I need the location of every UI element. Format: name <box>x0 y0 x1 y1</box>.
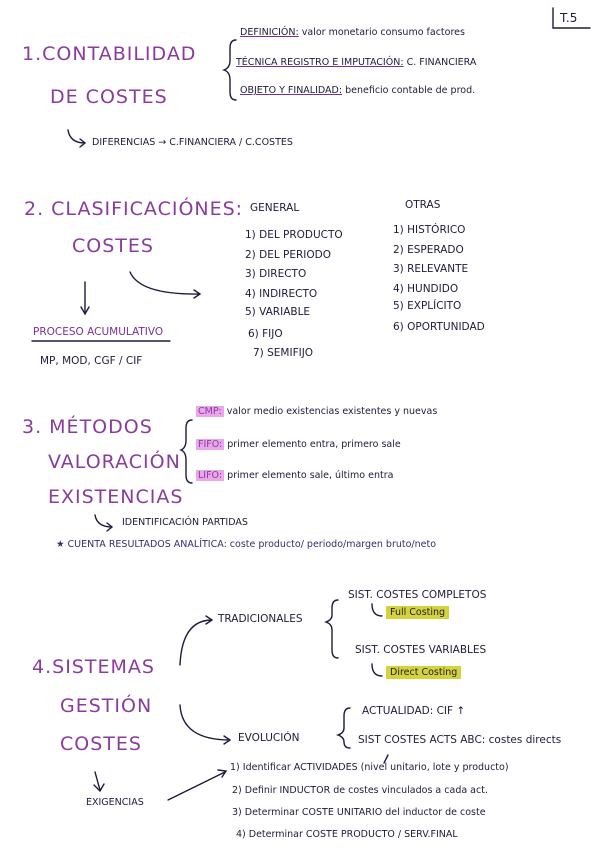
definicion-text: valor monetario consumo factores <box>301 27 465 38</box>
lifo-label: LIFO: <box>198 470 223 481</box>
s3-title-line3: EXISTENCIAS <box>48 486 184 508</box>
hook-direct <box>372 664 382 676</box>
arrow-s3-ident <box>95 515 112 531</box>
sist-costes-variables: SIST. COSTES VARIABLES <box>355 644 487 656</box>
fifo-text: primer elemento entra, primero sale <box>227 439 401 450</box>
hook-full <box>372 604 382 616</box>
s3-title-line2: VALORACIÓN <box>48 451 181 473</box>
arrow-exigencias <box>95 772 100 790</box>
otras-item-6: 6) OPORTUNIDAD <box>393 321 485 333</box>
exigencia-step-3: 3) Determinar COSTE UNITARIO del inductor de coste <box>232 807 486 818</box>
proceso-items: MP, MOD, CGF / CIF <box>40 355 143 367</box>
s3-title-line1: 3. MÉTODOS <box>22 416 153 438</box>
s2-title-line2: COSTES <box>72 235 154 257</box>
s1-objeto-row <box>240 86 475 96</box>
evolucion: EVOLUCIÓN <box>238 732 300 744</box>
sist-costes-completos: SIST. COSTES COMPLETOS <box>348 589 487 601</box>
cmp-label: CMP: <box>198 406 222 417</box>
brace-s1 <box>224 40 236 100</box>
otras-item-2: 2) ESPERADO <box>393 244 464 256</box>
general-item-2: 2) DEL PERIODO <box>245 249 331 261</box>
full-costing <box>386 608 449 618</box>
s3-lifo-row <box>196 471 393 481</box>
objeto-text: beneficio contable de prod. <box>345 85 476 96</box>
page-tag: T.5 <box>560 11 578 25</box>
otras-item-4: 4) HUNDIDO <box>393 283 459 295</box>
s1-tecnica-row <box>236 58 476 68</box>
otras-header: OTRAS <box>405 199 441 211</box>
s1-definicion-row <box>240 28 465 38</box>
exigencias: EXIGENCIAS <box>86 797 144 808</box>
general-item-1: 1) DEL PRODUCTO <box>245 229 343 241</box>
full-costing-label: Full Costing <box>386 606 449 619</box>
general-item-3: 3) DIRECTO <box>245 268 307 280</box>
s1-title-line1: 1.CONTABILIDAD <box>22 43 197 65</box>
brace-evolucion <box>338 708 350 748</box>
otras-item-5: 5) EXPLÍCITO <box>393 300 462 312</box>
s4-title-line3: COSTES <box>60 733 142 755</box>
fifo-label: FIFO: <box>198 439 223 450</box>
tecnica-text: C. FINANCIERA <box>406 57 477 68</box>
s2-title-line1: 2. CLASIFICACIÓNES: <box>24 198 244 220</box>
general-header: GENERAL <box>250 202 300 214</box>
arrow-s2-curve <box>130 272 200 298</box>
tecnica-label: TÉCNICA REGISTRO E IMPUTACIÓN: <box>236 57 404 68</box>
exigencia-step-1: 1) Identificar ACTIVIDADES (nivel unitario, lote y producto) <box>230 762 509 773</box>
s3-fifo-row <box>196 440 401 450</box>
proceso-acumulativo: PROCESO ACUMULATIVO <box>33 326 164 338</box>
lifo-text: primer elemento sale, último entra <box>227 470 394 481</box>
tradicionales: TRADICIONALES <box>218 613 303 625</box>
arrow-exigencias-head <box>94 784 104 791</box>
direct-costing <box>386 668 461 678</box>
objeto-label: OBJETO Y FINALIDAD: <box>240 85 343 96</box>
exigencia-step-2: 2) Definir INDUCTOR de costes vinculados a cada act. <box>232 785 488 796</box>
brace-tradicionales <box>326 600 338 658</box>
s3-identificacion: IDENTIFICACIÓN PARTIDAS <box>122 517 248 528</box>
arrow-steps <box>168 770 226 800</box>
general-item-5: 5) VARIABLE <box>245 306 311 318</box>
direct-costing-label: Direct Costing <box>386 666 461 679</box>
definicion-label: DEFINICIÓN: <box>240 27 299 38</box>
sist-costes-abc: SIST COSTES ACTS ABC: costes directs <box>358 734 562 746</box>
arrow-s2-down-head <box>81 307 89 314</box>
arrow-s4-evolucion <box>180 705 230 744</box>
s1-diferencias: DIFERENCIAS → C.FINANCIERA / C.COSTES <box>92 137 293 148</box>
s4-title-line2: GESTIÓN <box>60 695 153 717</box>
actualidad: ACTUALIDAD: CIF ↑ <box>362 705 466 717</box>
s4-title-line1: 4.SISTEMAS <box>32 656 155 678</box>
arrow-s1-diferencias <box>68 130 85 147</box>
cuenta-resultados: ★ CUENTA RESULTADOS ANALÍTICA: coste producto/ periodo/margen bruto/neto <box>56 539 437 550</box>
arrow-s4-tradicionales <box>180 616 212 665</box>
cmp-text: valor medio existencias existentes y nuevas <box>226 406 438 417</box>
general-item-7: 7) SEMIFIJO <box>253 347 314 359</box>
s3-cmp-row <box>196 407 437 417</box>
otras-item-3: 3) RELEVANTE <box>393 263 469 275</box>
exigencia-step-4: 4) Determinar COSTE PRODUCTO / SERV.FINAL <box>236 829 458 840</box>
general-item-6: 6) FIJO <box>248 328 283 340</box>
otras-item-1: 1) HISTÓRICO <box>393 224 466 236</box>
s1-title-line2: DE COSTES <box>50 86 168 108</box>
brace-s3 <box>181 420 192 483</box>
general-item-4: 4) INDIRECTO <box>245 288 318 300</box>
